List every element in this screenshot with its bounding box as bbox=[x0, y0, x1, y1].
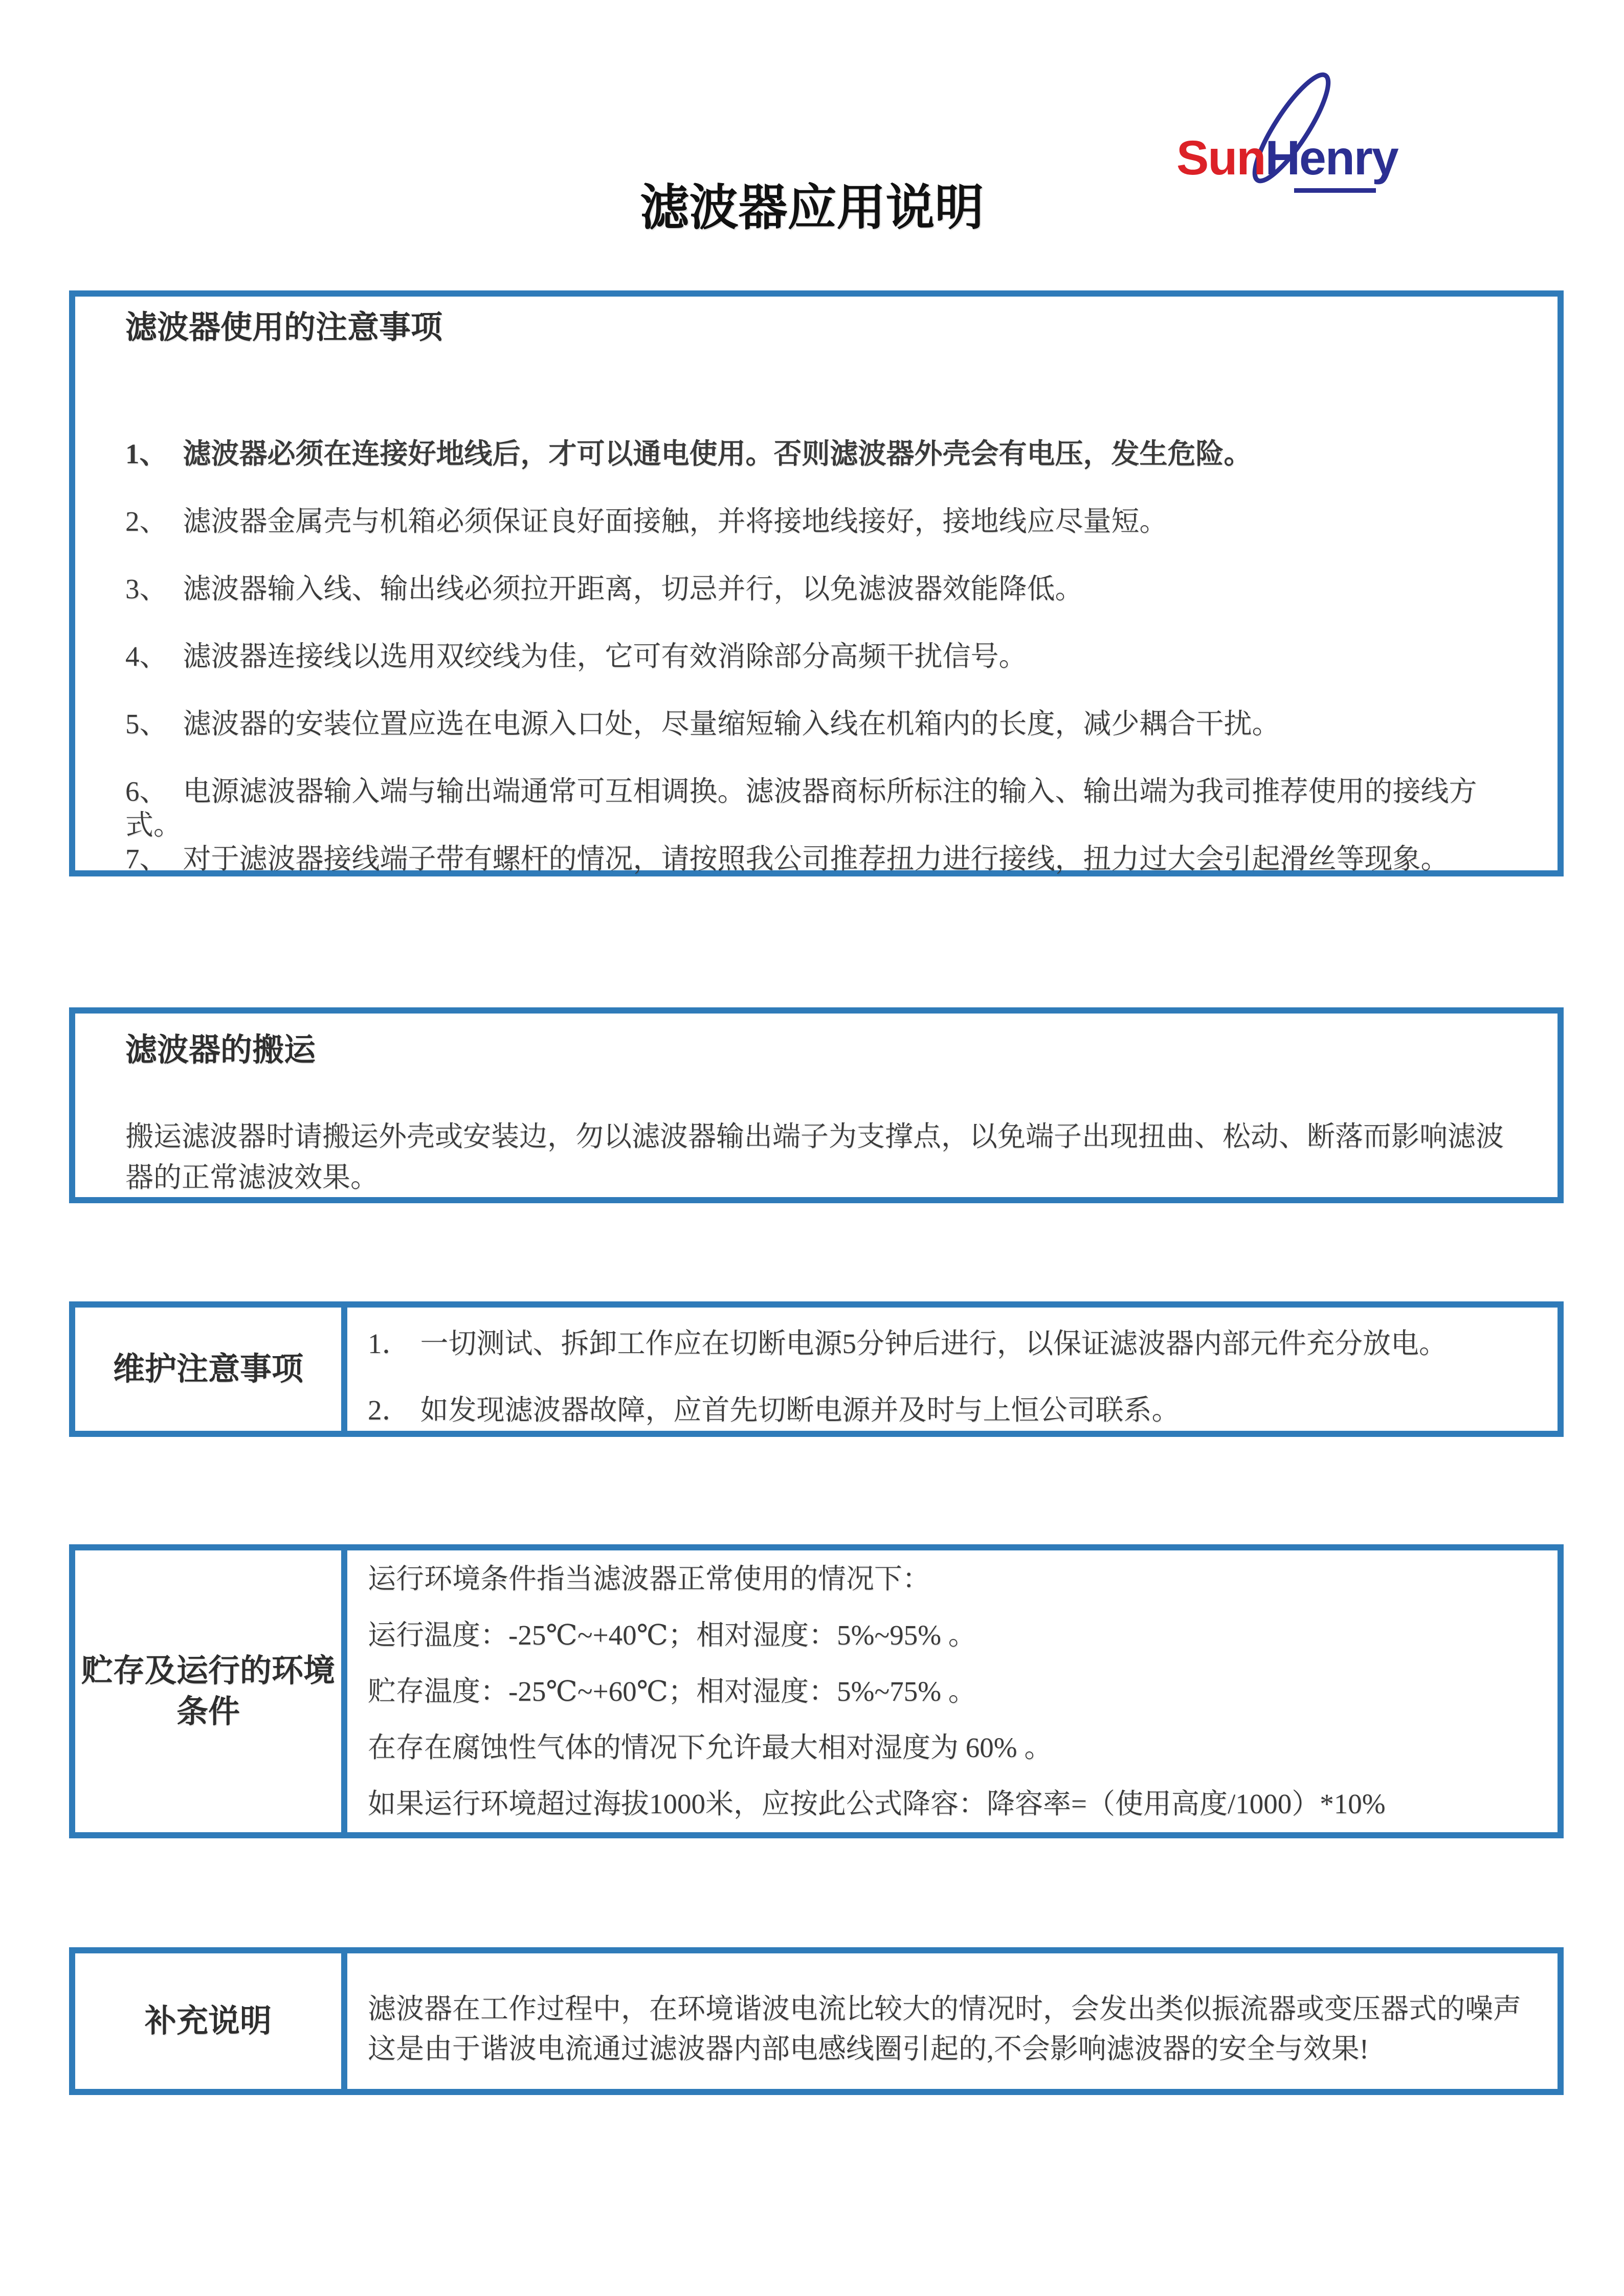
section-maintenance bbox=[69, 1301, 1564, 1437]
maintenance-item bbox=[368, 1327, 1542, 1361]
environment-line: 在存在腐蚀性气体的情况下允许最大相对湿度为 60% 。 bbox=[368, 1732, 1053, 1763]
item-text: 滤波器输入线、输出线必须拉开距离，切忌并行，以免滤波器效能降低。 bbox=[183, 573, 1083, 604]
usage-note-item bbox=[125, 707, 1486, 741]
item-text: 滤波器连接线以选用双绞线为佳，它可有效消除部分高频干扰信号。 bbox=[183, 641, 1027, 672]
maintenance-label: 维护注意事项 bbox=[113, 1352, 303, 1387]
item-text: 一切测试、拆卸工作应在切断电源5分钟后进行，以保证滤波器内部元件充分放电。 bbox=[420, 1328, 1448, 1359]
item-number: 4、 bbox=[125, 641, 168, 672]
item-text: 对于滤波器接线端子带有螺杆的情况，请按照我公司推荐扭力进行接线，扭力过大会引起滑丝等现象。 bbox=[183, 843, 1449, 874]
item-text: 滤波器金属壳与机箱必须保证良好面接触，并将接地线接好，接地线应尽量短。 bbox=[183, 506, 1168, 537]
usage-note-item bbox=[125, 437, 1486, 471]
item-number: 7、 bbox=[125, 843, 168, 874]
supplement-label-cell bbox=[75, 1953, 347, 2089]
environment-label: 贮存及运行的环境条件 bbox=[81, 1653, 335, 1729]
logo-wordmark bbox=[1176, 130, 1398, 186]
environment-line: 如果运行环境超过海拔1000米，应按此公式降容：降容率=（使用高度/1000）*10% bbox=[368, 1788, 1386, 1819]
item-number: 2． bbox=[368, 1394, 410, 1426]
section-transport bbox=[69, 1007, 1564, 1203]
item-text: 滤波器的安装位置应选在电源入口处，尽量缩短输入线在机箱内的长度，减少耦合干扰。 bbox=[183, 708, 1280, 739]
item-number: 1、 bbox=[125, 438, 168, 469]
usage-note-item bbox=[125, 775, 1486, 842]
usage-note-item bbox=[125, 505, 1486, 538]
item-number: 1． bbox=[368, 1328, 410, 1359]
section-usage-notes bbox=[69, 290, 1564, 876]
environment-line: 运行温度：-25℃~+40℃；相对湿度：5%~95% 。 bbox=[368, 1619, 976, 1651]
supplement-content-cell bbox=[347, 1953, 1558, 2089]
environment-content-cell bbox=[347, 1550, 1558, 1832]
item-text: 如发现滤波器故障，应首先切断电源并及时与上恒公司联系。 bbox=[420, 1394, 1180, 1426]
environment-label-cell bbox=[75, 1550, 347, 1832]
item-text: 电源滤波器输入端与输出端通常可互相调换。滤波器商标所标注的输入、输出端为我司推荐使用的接线方式。 bbox=[125, 776, 1477, 841]
environment-line: 贮存温度：-25℃~+60℃；相对湿度：5%~75% 。 bbox=[368, 1676, 976, 1707]
item-number: 3、 bbox=[125, 573, 168, 604]
maintenance-item bbox=[368, 1393, 1542, 1427]
item-number: 2、 bbox=[125, 506, 168, 537]
supplement-body: 滤波器在工作过程中，在环境谐波电流比较大的情况时，会发出类似振流器或变压器式的噪声 这是由于谐波电流通过滤波器内部电感线圈引起的,不会影响滤波器的安全与效果! bbox=[368, 1993, 1522, 2064]
usage-note-item bbox=[125, 572, 1486, 606]
transport-heading: 滤波器的搬运 bbox=[125, 1033, 316, 1068]
section-environment bbox=[69, 1544, 1564, 1838]
item-text: 滤波器必须在连接好地线后，才可以通电使用。否则滤波器外壳会有电压，发生危险。 bbox=[183, 438, 1252, 469]
logo-henry-text: Henry bbox=[1265, 131, 1398, 185]
usage-note-item bbox=[125, 842, 1486, 876]
section-supplement bbox=[69, 1947, 1564, 2095]
page-title: 滤波器应用说明 bbox=[640, 181, 984, 235]
environment-line: 运行环境条件指当滤波器正常使用的情况下： bbox=[368, 1563, 931, 1594]
company-logo bbox=[1151, 66, 1407, 194]
transport-body: 搬运滤波器时请搬运外壳或安装边，勿以滤波器输出端子为支撑点，以免端子出现扭曲、松动、断落而影响滤波器的正常滤波效果。 bbox=[125, 1121, 1504, 1193]
item-number: 5、 bbox=[125, 708, 168, 739]
logo-sun-text: Sun bbox=[1176, 131, 1265, 185]
item-number: 6、 bbox=[125, 776, 168, 807]
maintenance-content-cell bbox=[347, 1308, 1558, 1431]
supplement-label: 补充说明 bbox=[144, 2004, 272, 2039]
logo-underline bbox=[1294, 188, 1376, 193]
usage-notes-heading: 滤波器使用的注意事项 bbox=[125, 310, 443, 345]
usage-note-item bbox=[125, 640, 1486, 673]
maintenance-label-cell bbox=[75, 1308, 347, 1431]
